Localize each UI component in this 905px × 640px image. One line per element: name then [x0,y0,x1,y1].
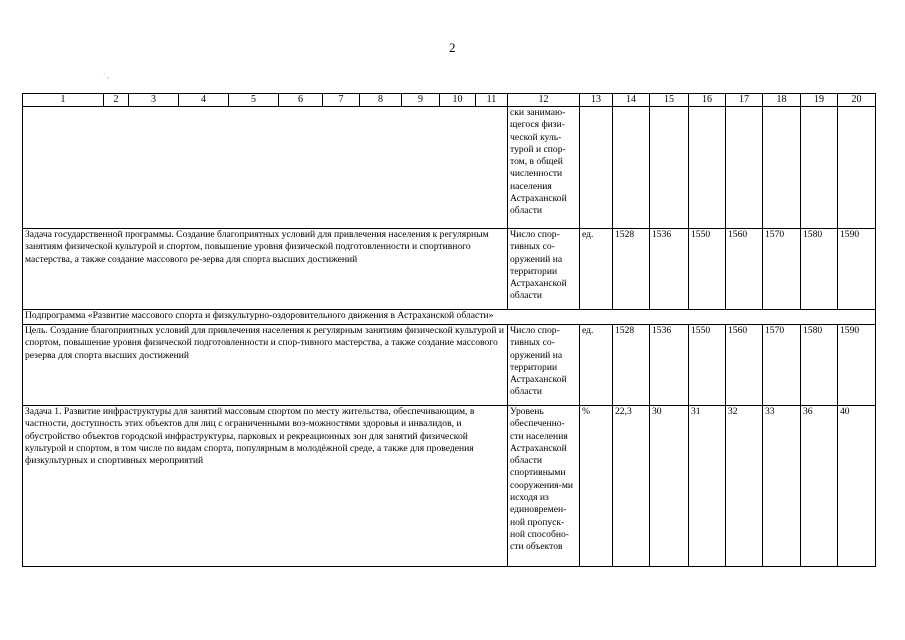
value-cell: 1580 [801,325,838,406]
indicator-cell: Число спор-тивных со-оружений на территории Астраханской области [508,229,580,310]
value-cell: 1560 [726,229,763,310]
row-description: Задача 1. Развитие инфраструктуры для занятий массовым спортом по месту жительства, обеспечивающим, в частности, доступность этих объектов для лиц с ограниченными воз-можностями здоровья и инвалидов, и обустройство объектов городской инфраструктуры, парковых и рекреационных зон для занятий физической культурой и спортом, в том числе по видам спорта, популярным в молодёжной среде, а также для проведения физкультурных и спортивных мероприятий [23,406,508,567]
column-header: 19 [801,94,838,107]
indicator-cell: Число спор-тивных со-оружений на территории Астраханской области [508,325,580,406]
value-cell: 1560 [726,325,763,406]
row-description [23,107,508,229]
unit-cell: % [580,406,613,567]
value-cell: 1570 [763,229,801,310]
row-description: Задача государственной программы. Создание благоприятных условий для привлечения населения к регулярным занятиям физической культурой и спортом, повышение уровня физической подготовленности и спортивного мастерства, а также создание массового ре-зерва для спорта высших достижений [23,229,508,310]
column-header: 18 [763,94,801,107]
column-header: 6 [279,94,323,107]
value-cell: 40 [838,406,876,567]
value-cell: 1528 [613,229,650,310]
value-cell: 1536 [650,229,689,310]
column-header: 9 [402,94,440,107]
column-header: 16 [689,94,726,107]
column-header: 11 [476,94,508,107]
value-cell: 1536 [650,325,689,406]
indicators-table [22,93,876,567]
column-header: 10 [440,94,476,107]
value-cell: 1590 [838,325,876,406]
column-header: 20 [838,94,876,107]
scan-speck: ` , [103,72,109,80]
value-cell: 1528 [613,325,650,406]
value-cell [726,107,763,229]
column-number-row [23,94,876,107]
value-cell [763,107,801,229]
row-description: Цель. Создание благоприятных условий для привлечения населения к регулярным занятиям физической культурой и спортом, повышение уровня физической подготовленности и спор-тивного мастерства, а также создание массового резерва для спорта высших достижений [23,325,508,406]
value-cell: 31 [689,406,726,567]
value-cell: 1570 [763,325,801,406]
column-header: 2 [104,94,129,107]
column-header: 13 [580,94,613,107]
value-cell: 33 [763,406,801,567]
table-row [23,325,876,406]
unit-cell: ед. [580,325,613,406]
value-cell: 36 [801,406,838,567]
value-cell [838,107,876,229]
subprogram-heading: Подпрограмма «Развитие массового спорта и физкультурно-оздоровительного движения в Астраханской области» [23,310,876,325]
column-header: 5 [229,94,279,107]
indicator-cell: Уровень обеспеченно-сти населения Астраханской области спортивными сооружения-ми исходя из единовремен-ной пропуск-ной способно-сти объектов [508,406,580,567]
value-cell [650,107,689,229]
column-header: 17 [726,94,763,107]
value-cell [689,107,726,229]
table-row [23,107,876,229]
table-row [23,310,876,325]
column-header: 7 [323,94,360,107]
column-header: 15 [650,94,689,107]
value-cell: 22,3 [613,406,650,567]
value-cell: 1580 [801,229,838,310]
value-cell: 30 [650,406,689,567]
value-cell: 1590 [838,229,876,310]
column-header: 4 [179,94,229,107]
value-cell: 32 [726,406,763,567]
column-header: 1 [23,94,104,107]
value-cell: 1550 [689,229,726,310]
page-number: 2 [449,40,456,55]
column-header: 3 [129,94,179,107]
indicator-cell: ски занимаю-щегося физи-ческой куль-турой и спор-том, в общей численности населения Астраханской области [508,107,580,229]
table-row [23,406,876,567]
column-header: 8 [360,94,402,107]
value-cell [613,107,650,229]
column-header: 12 [508,94,580,107]
unit-cell [580,107,613,229]
value-cell: 1550 [689,325,726,406]
column-header: 14 [613,94,650,107]
value-cell [801,107,838,229]
unit-cell: ед. [580,229,613,310]
table-row [23,229,876,310]
